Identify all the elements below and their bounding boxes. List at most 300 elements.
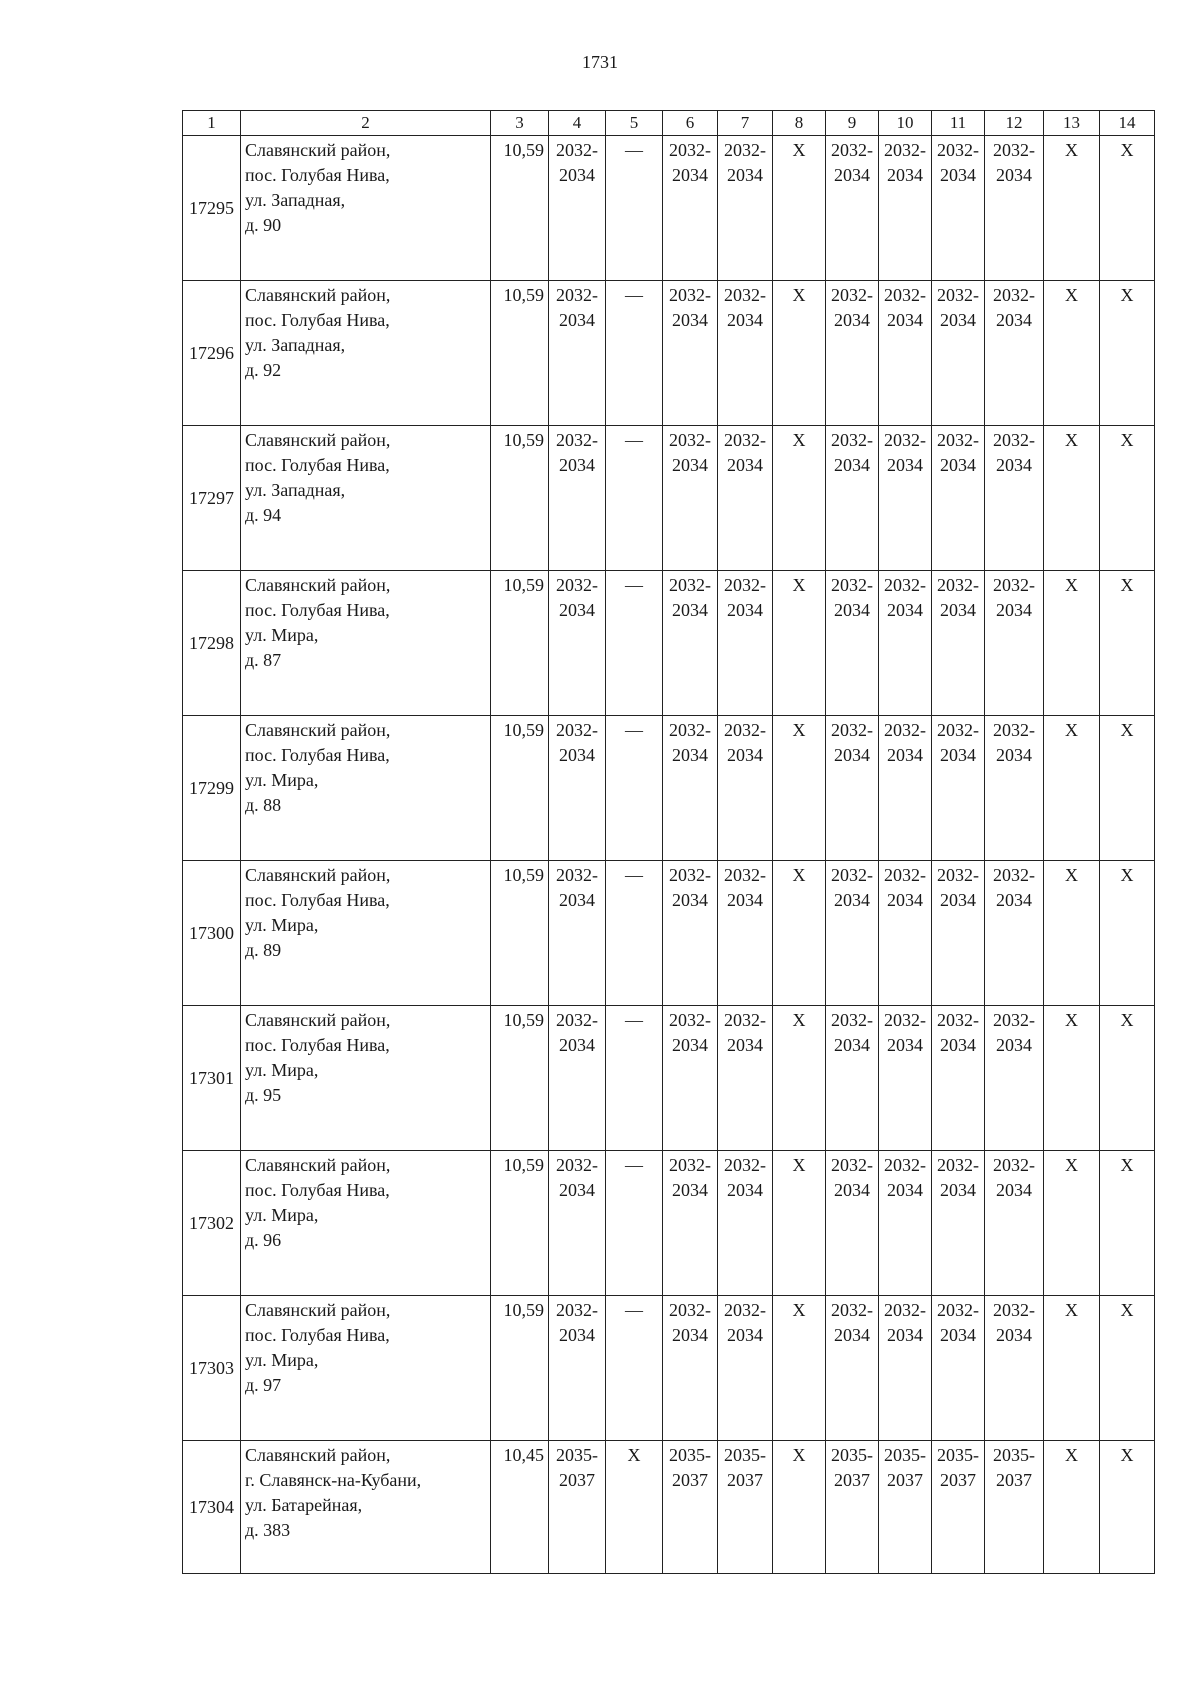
period-cell	[826, 136, 879, 281]
column-header: 9	[826, 111, 879, 136]
address-line: д. 96	[245, 1230, 282, 1250]
period-line: 2032-	[937, 1155, 979, 1175]
period-cell	[826, 281, 879, 426]
period-cell	[879, 861, 932, 1006]
address-line: ул. Мира,	[245, 770, 319, 790]
mark-cell: X	[1100, 426, 1155, 571]
row-number: 17304	[183, 1441, 241, 1574]
mark-cell: —	[606, 1151, 663, 1296]
page-number: 1731	[582, 52, 618, 72]
period-line: 2034	[559, 1325, 595, 1345]
period-cell	[549, 1151, 606, 1296]
address-line: Славянский район,	[245, 1445, 391, 1465]
period-line: 2032-	[724, 430, 766, 450]
period-line: 2034	[940, 310, 976, 330]
period-line: 2032-	[884, 575, 926, 595]
row-number: 17299	[183, 716, 241, 861]
mark-cell: X	[1044, 861, 1100, 1006]
period-cell	[932, 281, 985, 426]
address-cell	[241, 571, 491, 716]
column-header: 14	[1100, 111, 1155, 136]
period-cell	[985, 136, 1044, 281]
period-cell	[718, 1441, 773, 1574]
period-line: 2032-	[831, 430, 873, 450]
period-line: 2032-	[669, 1155, 711, 1175]
address-line: Славянский район,	[245, 285, 391, 305]
mark-cell: X	[1044, 281, 1100, 426]
mark-cell: X	[773, 716, 826, 861]
period-cell	[718, 1151, 773, 1296]
period-line: 2032-	[831, 1300, 873, 1320]
address-line: пос. Голубая Нива,	[245, 745, 390, 765]
period-line: 2034	[834, 600, 870, 620]
period-line: 2034	[996, 310, 1032, 330]
period-line: 2037	[940, 1470, 976, 1490]
mark-cell: X	[1100, 1441, 1155, 1574]
address-line: пос. Голубая Нива,	[245, 1035, 390, 1055]
address-line: пос. Голубая Нива,	[245, 1180, 390, 1200]
period-line: 2034	[672, 890, 708, 910]
period-line: 2032-	[724, 285, 766, 305]
period-line: 2032-	[556, 575, 598, 595]
period-line: 2032-	[669, 865, 711, 885]
period-line: 2034	[727, 890, 763, 910]
address-line: д. 90	[245, 215, 282, 235]
period-line: 2034	[887, 600, 923, 620]
cost-cell: 10,59	[491, 426, 549, 571]
period-line: 2032-	[556, 1010, 598, 1030]
period-cell	[663, 281, 718, 426]
period-cell	[932, 716, 985, 861]
period-line: 2032-	[993, 430, 1035, 450]
period-cell	[549, 1006, 606, 1151]
period-line: 2034	[672, 1035, 708, 1055]
period-cell	[985, 1006, 1044, 1151]
period-cell	[718, 1296, 773, 1441]
column-header: 8	[773, 111, 826, 136]
period-cell	[826, 1441, 879, 1574]
address-line: пос. Голубая Нива,	[245, 890, 390, 910]
period-line: 2032-	[884, 1300, 926, 1320]
period-cell	[663, 426, 718, 571]
period-cell	[826, 571, 879, 716]
period-cell	[663, 1006, 718, 1151]
address-line: пос. Голубая Нива,	[245, 1325, 390, 1345]
row-number: 17295	[183, 136, 241, 281]
period-line: 2032-	[993, 140, 1035, 160]
period-line: 2034	[834, 1035, 870, 1055]
period-line: 2032-	[937, 1300, 979, 1320]
period-line: 2034	[727, 1180, 763, 1200]
period-line: 2034	[996, 600, 1032, 620]
period-cell	[985, 426, 1044, 571]
address-cell	[241, 426, 491, 571]
period-line: 2032-	[669, 430, 711, 450]
table-row	[183, 571, 1155, 716]
period-cell	[826, 1296, 879, 1441]
table-body	[183, 111, 1155, 1574]
cost-cell: 10,59	[491, 1151, 549, 1296]
period-cell	[879, 281, 932, 426]
period-line: 2032-	[884, 1010, 926, 1030]
period-cell	[879, 136, 932, 281]
period-line: 2032-	[831, 720, 873, 740]
period-line: 2034	[559, 1180, 595, 1200]
period-line: 2034	[559, 745, 595, 765]
period-line: 2037	[559, 1470, 595, 1490]
period-line: 2034	[996, 455, 1032, 475]
period-line: 2035-	[884, 1445, 926, 1465]
mark-cell: X	[1100, 861, 1155, 1006]
cost-cell: 10,59	[491, 1296, 549, 1441]
cost-cell: 10,59	[491, 716, 549, 861]
period-cell	[985, 861, 1044, 1006]
address-line: пос. Голубая Нива,	[245, 310, 390, 330]
address-line: д. 89	[245, 940, 282, 960]
mark-cell: X	[773, 281, 826, 426]
period-cell	[932, 1151, 985, 1296]
period-line: 2035-	[724, 1445, 766, 1465]
address-line: д. 95	[245, 1085, 282, 1105]
period-line: 2034	[940, 1180, 976, 1200]
address-line: Славянский район,	[245, 865, 391, 885]
period-line: 2034	[996, 890, 1032, 910]
mark-cell: X	[1100, 716, 1155, 861]
period-cell	[663, 571, 718, 716]
table-row	[183, 426, 1155, 571]
period-line: 2035-	[831, 1445, 873, 1465]
address-line: д. 383	[245, 1520, 291, 1540]
period-line: 2032-	[724, 575, 766, 595]
row-number: 17303	[183, 1296, 241, 1441]
period-line: 2032-	[556, 1155, 598, 1175]
period-line: 2034	[834, 745, 870, 765]
period-line: 2032-	[556, 430, 598, 450]
period-cell	[549, 1296, 606, 1441]
period-cell	[932, 136, 985, 281]
period-line: 2032-	[724, 1155, 766, 1175]
period-cell	[663, 861, 718, 1006]
period-cell	[718, 1006, 773, 1151]
period-cell	[663, 1441, 718, 1574]
period-line: 2034	[834, 310, 870, 330]
address-line: Славянский район,	[245, 430, 391, 450]
period-cell	[549, 426, 606, 571]
address-line: д. 88	[245, 795, 282, 815]
cost-cell: 10,59	[491, 1006, 549, 1151]
period-cell	[718, 136, 773, 281]
period-line: 2032-	[937, 285, 979, 305]
period-line: 2034	[887, 310, 923, 330]
period-cell	[932, 1441, 985, 1574]
period-line: 2034	[834, 890, 870, 910]
period-line: 2032-	[884, 1155, 926, 1175]
address-line: д. 94	[245, 505, 282, 525]
period-cell	[879, 716, 932, 861]
period-line: 2034	[672, 1325, 708, 1345]
period-cell	[879, 426, 932, 571]
period-cell	[663, 1151, 718, 1296]
period-line: 2034	[887, 455, 923, 475]
period-cell	[879, 1441, 932, 1574]
address-line: ул. Мира,	[245, 1060, 319, 1080]
address-line: ул. Мира,	[245, 915, 319, 935]
address-line: д. 87	[245, 650, 282, 670]
mark-cell: X	[1100, 1151, 1155, 1296]
address-cell	[241, 861, 491, 1006]
period-line: 2034	[940, 455, 976, 475]
period-line: 2032-	[993, 575, 1035, 595]
mark-cell: X	[773, 136, 826, 281]
period-line: 2034	[940, 745, 976, 765]
period-line: 2034	[727, 600, 763, 620]
address-line: Славянский район,	[245, 720, 391, 740]
period-cell	[932, 1296, 985, 1441]
period-cell	[932, 1006, 985, 1151]
mark-cell: —	[606, 716, 663, 861]
period-line: 2032-	[724, 1300, 766, 1320]
period-line: 2034	[834, 1325, 870, 1345]
column-header: 10	[879, 111, 932, 136]
address-line: ул. Мира,	[245, 1205, 319, 1225]
period-line: 2034	[672, 455, 708, 475]
mark-cell: —	[606, 136, 663, 281]
address-cell	[241, 1151, 491, 1296]
column-header: 4	[549, 111, 606, 136]
period-line: 2032-	[556, 1300, 598, 1320]
address-line: ул. Мира,	[245, 1350, 319, 1370]
period-line: 2032-	[669, 1300, 711, 1320]
period-line: 2037	[672, 1470, 708, 1490]
period-cell	[718, 426, 773, 571]
period-line: 2032-	[831, 575, 873, 595]
period-line: 2034	[940, 600, 976, 620]
period-line: 2037	[834, 1470, 870, 1490]
mark-cell: X	[773, 1441, 826, 1574]
period-line: 2034	[559, 165, 595, 185]
period-line: 2034	[834, 1180, 870, 1200]
period-line: 2032-	[884, 720, 926, 740]
period-line: 2032-	[556, 720, 598, 740]
period-line: 2032-	[993, 285, 1035, 305]
period-line: 2034	[559, 455, 595, 475]
address-line: пос. Голубая Нива,	[245, 165, 390, 185]
period-line: 2034	[672, 165, 708, 185]
mark-cell: X	[1100, 136, 1155, 281]
table-row	[183, 716, 1155, 861]
period-cell	[879, 1296, 932, 1441]
column-header: 7	[718, 111, 773, 136]
table-row	[183, 1296, 1155, 1441]
period-line: 2032-	[831, 1155, 873, 1175]
period-line: 2034	[559, 890, 595, 910]
address-line: Славянский район,	[245, 140, 391, 160]
period-cell	[879, 1151, 932, 1296]
period-line: 2035-	[669, 1445, 711, 1465]
mark-cell: X	[1044, 1151, 1100, 1296]
period-cell	[549, 571, 606, 716]
mark-cell: X	[1044, 1006, 1100, 1151]
address-line: д. 97	[245, 1375, 282, 1395]
address-cell	[241, 136, 491, 281]
column-header: 11	[932, 111, 985, 136]
mark-cell: X	[773, 1296, 826, 1441]
period-line: 2035-	[937, 1445, 979, 1465]
period-line: 2034	[672, 600, 708, 620]
table-row	[183, 281, 1155, 426]
address-cell	[241, 281, 491, 426]
mark-cell: X	[773, 426, 826, 571]
period-line: 2032-	[556, 140, 598, 160]
period-line: 2037	[996, 1470, 1032, 1490]
period-line: 2034	[940, 1035, 976, 1055]
mark-cell: —	[606, 571, 663, 716]
period-line: 2034	[887, 1325, 923, 1345]
mark-cell: —	[606, 281, 663, 426]
mark-cell: X	[1100, 1296, 1155, 1441]
period-cell	[985, 716, 1044, 861]
cost-cell: 10,45	[491, 1441, 549, 1574]
period-cell	[718, 716, 773, 861]
period-line: 2032-	[556, 865, 598, 885]
address-cell	[241, 1296, 491, 1441]
period-line: 2037	[727, 1470, 763, 1490]
address-line: пос. Голубая Нива,	[245, 455, 390, 475]
mark-cell: —	[606, 426, 663, 571]
address-cell	[241, 1006, 491, 1151]
mark-cell: —	[606, 1296, 663, 1441]
period-line: 2032-	[993, 720, 1035, 740]
row-number: 17296	[183, 281, 241, 426]
period-cell	[826, 1006, 879, 1151]
period-line: 2032-	[724, 865, 766, 885]
period-cell	[879, 1006, 932, 1151]
period-line: 2035-	[993, 1445, 1035, 1465]
period-line: 2032-	[831, 140, 873, 160]
address-line: Славянский район,	[245, 575, 391, 595]
table-row	[183, 1441, 1155, 1574]
period-cell	[932, 426, 985, 571]
period-line: 2032-	[669, 285, 711, 305]
period-line: 2032-	[937, 865, 979, 885]
period-line: 2032-	[884, 285, 926, 305]
address-line: г. Славянск-на-Кубани,	[245, 1470, 422, 1490]
period-line: 2034	[887, 1035, 923, 1055]
period-line: 2034	[727, 745, 763, 765]
mark-cell: X	[1044, 1296, 1100, 1441]
period-line: 2034	[996, 1325, 1032, 1345]
period-line: 2034	[834, 165, 870, 185]
address-line: ул. Западная,	[245, 480, 346, 500]
period-cell	[718, 861, 773, 1006]
row-number: 17301	[183, 1006, 241, 1151]
column-number-header-row	[183, 111, 1155, 136]
row-number: 17297	[183, 426, 241, 571]
address-cell	[241, 716, 491, 861]
period-line: 2032-	[669, 1010, 711, 1030]
period-line: 2032-	[724, 1010, 766, 1030]
period-line: 2032-	[884, 140, 926, 160]
address-line: Славянский район,	[245, 1300, 391, 1320]
period-cell	[985, 281, 1044, 426]
address-line: ул. Мира,	[245, 625, 319, 645]
period-line: 2034	[887, 165, 923, 185]
period-line: 2034	[996, 1035, 1032, 1055]
mark-cell: X	[773, 571, 826, 716]
period-cell	[549, 136, 606, 281]
period-line: 2032-	[937, 575, 979, 595]
column-header: 6	[663, 111, 718, 136]
address-cell	[241, 1441, 491, 1574]
period-cell	[663, 1296, 718, 1441]
period-line: 2032-	[937, 430, 979, 450]
mark-cell: X	[1044, 571, 1100, 716]
column-header: 5	[606, 111, 663, 136]
period-line: 2034	[727, 310, 763, 330]
period-line: 2034	[559, 310, 595, 330]
cost-cell: 10,59	[491, 136, 549, 281]
period-line: 2032-	[831, 1010, 873, 1030]
period-line: 2034	[887, 890, 923, 910]
period-line: 2034	[559, 1035, 595, 1055]
period-line: 2035-	[556, 1445, 598, 1465]
period-cell	[663, 716, 718, 861]
mark-cell: X	[1100, 571, 1155, 716]
row-number: 17300	[183, 861, 241, 1006]
period-line: 2034	[996, 165, 1032, 185]
table-row	[183, 136, 1155, 281]
period-line: 2032-	[993, 1155, 1035, 1175]
mark-cell: X	[773, 1151, 826, 1296]
period-cell	[826, 1151, 879, 1296]
column-header: 2	[241, 111, 491, 136]
period-line: 2034	[727, 1325, 763, 1345]
period-line: 2032-	[831, 285, 873, 305]
mark-cell: X	[606, 1441, 663, 1574]
column-header: 1	[183, 111, 241, 136]
period-cell	[549, 1441, 606, 1574]
address-line: д. 92	[245, 360, 282, 380]
period-cell	[932, 861, 985, 1006]
mark-cell: X	[1044, 426, 1100, 571]
period-cell	[985, 1296, 1044, 1441]
period-line: 2032-	[724, 720, 766, 740]
period-line: 2034	[727, 165, 763, 185]
period-line: 2032-	[884, 865, 926, 885]
mark-cell: —	[606, 861, 663, 1006]
table-row	[183, 861, 1155, 1006]
mark-cell: X	[1100, 1006, 1155, 1151]
period-line: 2032-	[993, 1010, 1035, 1030]
cost-cell: 10,59	[491, 281, 549, 426]
period-line: 2032-	[937, 140, 979, 160]
table-row	[183, 1006, 1155, 1151]
period-line: 2034	[672, 1180, 708, 1200]
row-number: 17302	[183, 1151, 241, 1296]
period-cell	[549, 281, 606, 426]
period-cell	[663, 136, 718, 281]
period-line: 2034	[940, 1325, 976, 1345]
period-line: 2034	[996, 1180, 1032, 1200]
cost-cell: 10,59	[491, 571, 549, 716]
period-line: 2032-	[993, 1300, 1035, 1320]
period-line: 2034	[887, 1180, 923, 1200]
address-line: ул. Западная,	[245, 335, 346, 355]
mark-cell: X	[773, 1006, 826, 1151]
mark-cell: X	[773, 861, 826, 1006]
row-number: 17298	[183, 571, 241, 716]
period-cell	[932, 571, 985, 716]
